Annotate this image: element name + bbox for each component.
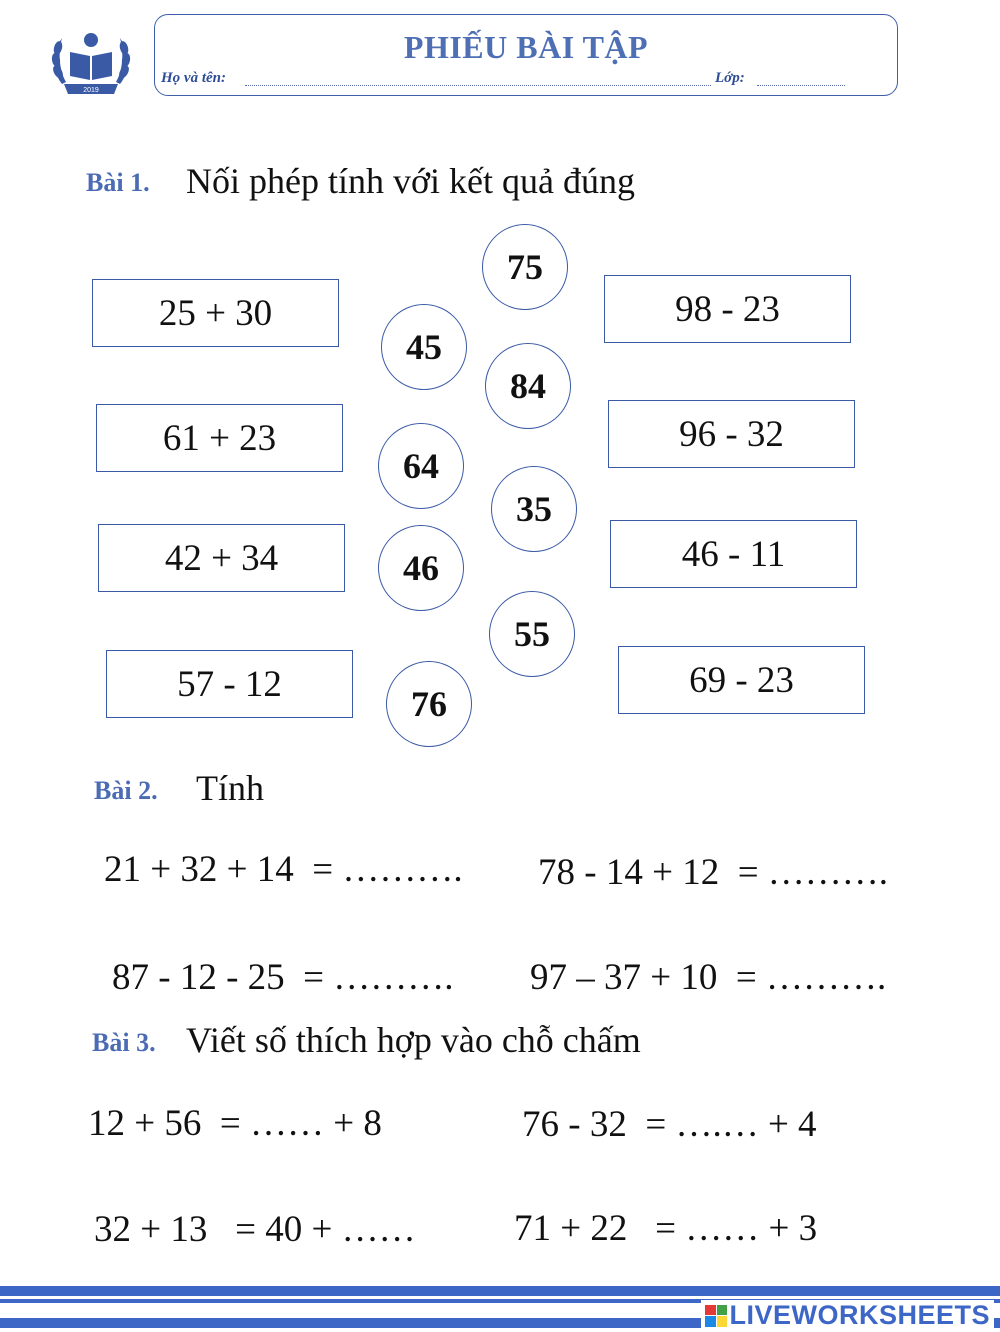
bai1-label: Bài 1.: [86, 168, 150, 197]
bai2-expression-1[interactable]: 21 + 32 + 14 = ……….: [104, 849, 463, 890]
bai3-expression-1[interactable]: 12 + 56 = …… + 8: [88, 1103, 382, 1144]
result-circle[interactable]: 35: [491, 466, 577, 552]
result-circle[interactable]: 76: [386, 661, 472, 747]
bai2-instruction: Tính: [196, 768, 264, 808]
liveworksheets-icon: [705, 1305, 727, 1327]
class-field[interactable]: [757, 72, 845, 86]
school-logo: [48, 22, 134, 100]
liveworksheets-logo[interactable]: [701, 1300, 994, 1331]
svg-text:2019: 2019: [83, 87, 99, 94]
left-expression-2[interactable]: 61 + 23: [96, 404, 343, 472]
header-box: [154, 14, 898, 96]
result-circle[interactable]: 45: [381, 304, 467, 390]
bai3-expression-2[interactable]: 76 - 32 = ….… + 4: [522, 1104, 817, 1145]
result-circle[interactable]: 84: [485, 343, 571, 429]
bai3-expression-4[interactable]: 71 + 22 = …… + 3: [514, 1208, 818, 1249]
left-expression-3[interactable]: 42 + 34: [98, 524, 345, 592]
right-expression-1[interactable]: 98 - 23: [604, 275, 851, 343]
bai3-label: Bài 3.: [92, 1028, 156, 1057]
result-circle[interactable]: 64: [378, 423, 464, 509]
bai2-expression-3[interactable]: 87 - 12 - 25 = ……….: [112, 957, 454, 998]
result-circle[interactable]: 75: [482, 224, 568, 310]
bai2-label: Bài 2.: [94, 776, 158, 805]
result-circle[interactable]: 55: [489, 591, 575, 677]
right-expression-4[interactable]: 69 - 23: [618, 646, 865, 714]
bai2-expression-2[interactable]: 78 - 14 + 12 = ……….: [538, 852, 889, 893]
left-expression-1[interactable]: 25 + 30: [92, 279, 339, 347]
right-expression-2[interactable]: 96 - 32: [608, 400, 855, 468]
bai3-expression-3[interactable]: 32 + 13 = 40 + ……: [94, 1209, 416, 1250]
result-circle[interactable]: 46: [378, 525, 464, 611]
name-field[interactable]: [245, 72, 711, 86]
name-label: Họ và tên:: [161, 70, 226, 86]
bai1-instruction: Nối phép tính với kết quả đúng: [186, 161, 635, 201]
footer-bar: [0, 1286, 1000, 1296]
bai3-instruction: Viết số thích hợp vào chỗ chấm: [186, 1020, 641, 1060]
bai2-expression-4[interactable]: 97 – 37 + 10 = ……….: [530, 957, 887, 998]
class-label: Lớp:: [715, 70, 745, 86]
left-expression-4[interactable]: 57 - 12: [106, 650, 353, 718]
liveworksheets-brand: LIVEWORKSHEETS: [729, 1300, 990, 1330]
right-expression-3[interactable]: 46 - 11: [610, 520, 857, 588]
page-title: PHIẾU BÀI TẬP: [403, 29, 649, 65]
